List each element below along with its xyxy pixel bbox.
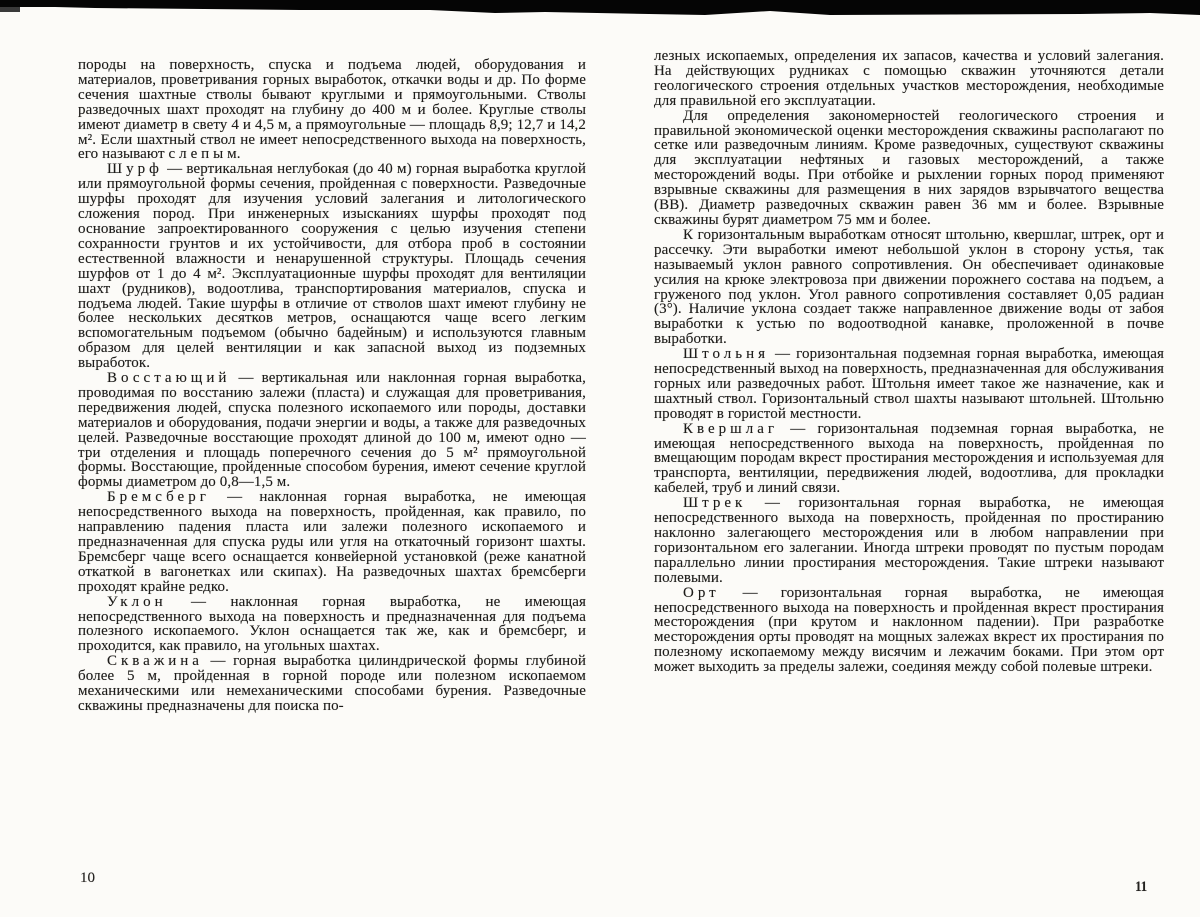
paragraph: Восстающий — вертикальная или наклонная горная выработка, проводимая по восстанию залежи (пласта) и служащая для проветривания, передвижения людей, спуска полезного ископаемого или породы, доставки материалов и оборудования, подачи энергии и воды, а также для разведочных целей. Разведочные восстающие проходят длиной до 100 м, имеют одно — три отделения и площадь поперечного сечения до 5 м² прямоугольной формы. Восстающие, пройденные способом бурения, имеют сечение круглой формы диаметром до 0,8—1,5 м. — [78, 370, 586, 491]
paragraph: Штрек — горизонтальная горная выработка, не имеющая непосредственного выхода на поверхность, пройденная по простиранию наклонно залегающего месторождения или в любом направлении при горизонтальном его залегании. Иногда штреки проводят по пустым породам параллельно линии простирания месторождения. Такие штреки называют полевыми. — [654, 495, 1164, 586]
page-number-right: 11 — [1135, 879, 1148, 895]
scan-edge-artifact — [0, 0, 1200, 18]
term-heading: Уклон — [107, 593, 167, 610]
term-heading: Бремсберг — [107, 489, 210, 506]
term-heading: Восстающий — [107, 370, 231, 387]
paragraph: Для определения закономерностей геологического строения и правильной экономической оценки месторождения скважины располагают по сетке или разведочным линиям. Кроме разведочных, существуют скважины для эксплуатации нефтяных и газовых месторождений, а также месторождений воды. При отбойке и рыхлении горных пород применяют взрывные скважины для размещения в них зарядов взрывчатого вещества (ВВ). Диаметр разведочных скважин равен 36 мм и более. Взрывные скважины бурят диаметром 75 мм и более. — [654, 107, 1164, 228]
term-heading: Скважина — [107, 653, 203, 670]
paragraph: Штольня — горизонтальная подземная горная выработка, имеющая непосредственный выход на поверхность, предназначенная для обслуживания горных или разведочных работ. Штольня имеет такое же назначение, как и шахтный ствол. Горизонтальный ствол шахты называют штольней. Штольню проводят в гористой местности. — [654, 346, 1164, 422]
right-page-text-column — [654, 49, 1164, 675]
paragraph: Бремсберг — наклонная горная выработка, не имеющая непосредственного выхода на поверхность, пройденная, как правило, по направлению падения пласта или залежи полезного ископаемого и предназначенная для спуска руды или угля на откаточный горизонт шахты. Бремсберг чаще всего оснащается конвейерной установкой (реже канатной откаткой в вагонетках или скипах). На разведочных шахтах бремсберги проходят крайне редко. — [78, 489, 586, 595]
page-number-left: 10 — [80, 870, 95, 886]
paragraph: породы на поверхность, спуска и подъема людей, оборудования и материалов, проветривания горных выработок, откачки воды и др. По форме сечения шахтные стволы бывают круглыми и прямоугольными. Стволы разведочных шахт проходят на глубину до 400 м и более. Круглые стволы имеют диаметр в свету 4 и 4,5 м, а прямоугольные — площадь 8,9; 12,7 и 14,2 м². Если шахтный ствол не имеет непосредственного выхода на поверхность, его называют с л е п ы м. — [78, 57, 586, 163]
paragraph: Орт — горизонтальная горная выработка, не имеющая непосредственного выхода на поверхность и пройденная вкрест простирания месторождения (при крутом и наклонном падении). При разработке месторождения орты проводят на мощных залежах вкрест их простирания по полезному ископаемому между висячим и лежачим боками. При этом орт может выходить за пределы залежи, соединяя между собой полевые штреки. — [654, 584, 1164, 676]
paragraph: лезных ископаемых, определения их запасов, качества и условий залегания. На действующих рудниках с помощью скважин уточняются детали геологического строения отдельных участков месторождения, необходимые для правильной его эксплуатации. — [654, 48, 1164, 109]
paragraph: Скважина — горная выработка цилиндрической формы глубиной более 5 м, пройденная в горной породе или полезном ископаемом механическими или немеханическими способами бурения. Разведочные скважины предназначены для поиска по- — [78, 653, 586, 714]
paragraph: Квершлаг — горизонтальная подземная горная выработка, не имеющая непосредственного выхода на поверхность, пройденная по вмещающим породам вкрест простирания месторождения и используемая для транспорта, вентиляции, передвижения людей, водоотлива, для прокладки кабелей, труб и линий связи. — [654, 420, 1164, 497]
term-heading: Шурф — [107, 161, 163, 178]
term-heading: Штольня — [683, 346, 770, 363]
left-page-text-column — [78, 58, 586, 714]
term-heading: Орт — [683, 584, 720, 601]
term-heading: Квершлаг — [683, 420, 779, 437]
paragraph: Шурф — вертикальная неглубокая (до 40 м) горная выработка круглой или прямоугольной формы сечения, пройденная с поверхности. Разведочные шурфы проходят для изучения условий залегания и литологического сложения пород. При инженерных изысканиях шурфы проходят под основание запроектированного сооружения с целью изучения степени сохранности грунтов и их устойчивости, для отбора проб в состоянии естественной влажности и ненарушенной структуры. Площадь сечения шурфов от 1 до 4 м². Эксплуатационные шурфы проходят для вентиляции шахт (рудников), водоотлива, транспортирования материалов, спуска и подъема людей. Такие шурфы в отличие от стволов шахт имеют глубину не более нескольких десятков метров, оснащаются чаще всего легким вспомогательным подъемом (обычно бадейным) и используются главным образом для целей вентиляции и как запасной выход из подземных выработок. — [78, 161, 586, 372]
paragraph: Уклон — наклонная горная выработка, не имеющая непосредственного выхода на поверхность и предназначенная для подъема полезного ископаемого. Уклон оснащается так же, как и бремсберг, и проходится, как правило, на угольных шахтах. — [78, 593, 586, 655]
term-heading: Штрек — [683, 495, 747, 512]
scan-edge-notch — [0, 7, 20, 12]
paragraph: К горизонтальным выработкам относят штольню, квершлаг, штрек, орт и рассечку. Эти выработки имеют небольшой уклон в сторону устья, так называемый уклон равного сопротивления. Он обеспечивает одинаковые усилия на крюке электровоза при движении порожнего состава на подъем, а груженого под уклон. Угол равного сопротивления составляет 0,05 радиан (3°). Наличие уклона создает также направленное движение воды от забоя выработки к устью по водоотводной канавке, проложенной в почве выработки. — [654, 226, 1164, 348]
